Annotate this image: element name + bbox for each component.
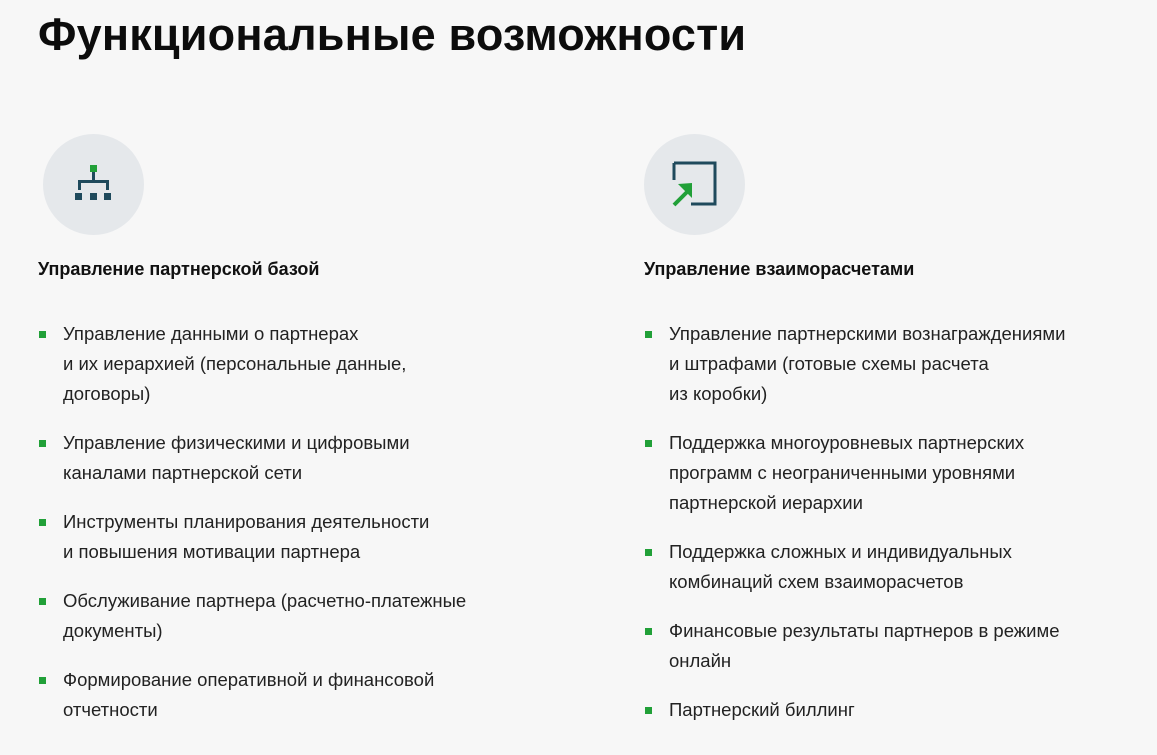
feature-text: Управление партнерскими вознаграждениями и штрафами (готовые схемы расчета из коробки) xyxy=(669,323,1066,404)
feature-text: Инструменты планирования деятельности и повышения мотивации партнера xyxy=(63,511,430,562)
feature-list xyxy=(38,319,578,725)
list-item xyxy=(644,537,1144,597)
feature-text: Поддержка сложных и индивидуальных комбинаций схем взаиморасчетов xyxy=(669,541,1012,592)
feature-section-settlements xyxy=(644,134,1144,744)
feature-list xyxy=(644,319,1144,725)
feature-text: Обслуживание партнера (расчетно-платежные документы) xyxy=(63,590,467,641)
feature-text: Поддержка многоуровневых партнерских программ с неограниченными уровнями партнерской иерархии xyxy=(669,432,1025,513)
list-item xyxy=(38,665,578,725)
list-item xyxy=(644,695,1144,725)
section-title: Управление взаиморасчетами xyxy=(644,259,915,279)
list-item xyxy=(644,319,1144,409)
list-item xyxy=(644,616,1144,676)
feature-text: Управление данными о партнерах и их иерархией (персональные данные, договоры) xyxy=(63,323,407,404)
list-item xyxy=(644,428,1144,518)
list-item xyxy=(38,319,578,409)
list-item xyxy=(38,586,578,646)
bullet-square-icon xyxy=(645,628,652,635)
feature-text: Управление физическими и цифровыми каналами партнерской сети xyxy=(63,432,410,483)
bullet-square-icon xyxy=(39,598,46,605)
feature-text: Финансовые результаты партнеров в режиме онлайн xyxy=(669,620,1060,671)
hierarchy-icon xyxy=(43,134,144,235)
bullet-square-icon xyxy=(39,331,46,338)
bullet-square-icon xyxy=(39,519,46,526)
bullet-square-icon xyxy=(645,440,652,447)
list-item xyxy=(38,428,578,488)
bullet-square-icon xyxy=(645,707,652,714)
section-title: Управление партнерской базой xyxy=(38,259,320,279)
list-item xyxy=(38,507,578,567)
settlement-arrow-icon xyxy=(644,134,745,235)
bullet-square-icon xyxy=(39,677,46,684)
bullet-square-icon xyxy=(645,331,652,338)
page-title: Функциональные возможности xyxy=(38,9,747,60)
feature-section-partner-base xyxy=(38,134,578,744)
bullet-square-icon xyxy=(645,549,652,556)
feature-text: Партнерский биллинг xyxy=(669,699,855,720)
feature-text: Формирование оперативной и финансовой отчетности xyxy=(63,669,435,720)
bullet-square-icon xyxy=(39,440,46,447)
